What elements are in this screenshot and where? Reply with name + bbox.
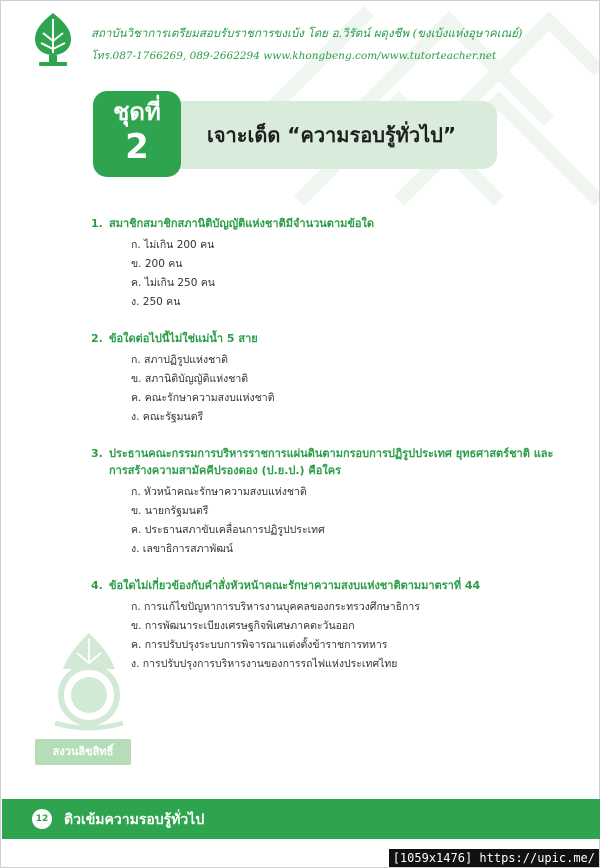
choice: ข. 200 คน bbox=[131, 258, 183, 270]
institute-name: สถาบันวิชาการเตรียมสอบรับราชการขงเบ้ง โดย อ.วิรัตน์ ผดุงชีพ (ขงเบ้งแห่งอุษาคเณย์) bbox=[91, 26, 523, 40]
question-number: 3. bbox=[91, 447, 103, 460]
choice: ง. 250 คน bbox=[131, 296, 181, 308]
choice: ง. เลขาธิการสภาพัฒน์ bbox=[131, 543, 234, 555]
choice-list bbox=[131, 598, 561, 674]
choice: ง. การปรับปรุงการบริหารงานของการรถไฟแห่งประเทศไทย bbox=[131, 658, 398, 670]
choice-list bbox=[131, 351, 561, 427]
choice: ค. ไม่เกิน 250 คน bbox=[131, 277, 215, 289]
choice: ง. คณะรัฐมนตรี bbox=[131, 411, 204, 423]
choice: ค. คณะรักษาความสงบแห่งชาติ bbox=[131, 392, 275, 404]
page-footer bbox=[2, 799, 600, 839]
choice: ค. ประธานสภาขับเคลื่อนการปฏิรูปประเทศ bbox=[131, 524, 325, 536]
question-item bbox=[91, 215, 561, 312]
contact-info: โทร.087-1766269, 089-2662294 www.khongbeng.com/www.tutorteacher.net bbox=[91, 50, 497, 62]
question-text: สมาชิกสมาชิกสภานิติบัญญัติแห่งชาติมีจำนวนตามข้อใด bbox=[109, 217, 375, 230]
choice: ก. ไม่เกิน 200 คน bbox=[131, 239, 215, 251]
question-number: 1. bbox=[91, 217, 103, 230]
tree-emblem-icon bbox=[29, 11, 77, 67]
choice-list bbox=[131, 236, 561, 312]
choice: ก. หัวหน้าคณะรักษาความสงบแห่งชาติ bbox=[131, 486, 307, 498]
set-badge bbox=[93, 91, 181, 177]
question-list bbox=[91, 215, 561, 692]
question-number: 4. bbox=[91, 579, 103, 592]
set-label: ชุดที่ bbox=[113, 98, 161, 126]
page-header bbox=[29, 11, 589, 71]
copyright-tag: สงวนลิขสิทธิ์ bbox=[35, 739, 131, 765]
choice: ก. การแก้ไขปัญหาการบริหารงานบุคคลของกระทรวงศึกษาธิการ bbox=[131, 601, 420, 613]
set-title: เจาะเด็ด “ความรอบรู้ทั่วไป” bbox=[207, 123, 456, 147]
set-number: 2 bbox=[125, 127, 149, 167]
royal-seal-icon bbox=[43, 629, 135, 733]
question-item bbox=[91, 577, 561, 674]
page-number: 12 bbox=[32, 809, 52, 829]
question-text: ประธานคณะกรรมการบริหารราชการแผ่นดินตามกรอบการปฏิรูปประเทศ ยุทธศาสตร์ชาติ และการสร้างความสามัคคีปรองดอง (ป.ย.ป.) คือใคร bbox=[109, 447, 554, 477]
question-text: ข้อใดต่อไปนี้ไม่ใช่แม่น้ำ 5 สาย bbox=[109, 332, 258, 345]
question-text: ข้อใดไม่เกี่ยวข้องกับคำสั่งหัวหน้าคณะรักษาความสงบแห่งชาติตามมาตราที่ 44 bbox=[109, 579, 481, 592]
choice: ข. การพัฒนาระเบียงเศรษฐกิจพิเศษภาคตะวันออก bbox=[131, 620, 355, 632]
footer-title: ติวเข้มความรอบรู้ทั่วไป bbox=[64, 812, 205, 828]
question-item bbox=[91, 330, 561, 427]
source-tag: [1059x1476] https://upic.me/ bbox=[389, 849, 599, 867]
choice: ก. สภาปฏิรูปแห่งชาติ bbox=[131, 354, 228, 366]
question-item bbox=[91, 445, 561, 559]
choice-list bbox=[131, 483, 561, 559]
question-number: 2. bbox=[91, 332, 103, 345]
choice: ข. สภานิติบัญญัติแห่งชาติ bbox=[131, 373, 249, 385]
choice: ค. การปรับปรุงระบบการพิจารณาแต่งตั้งข้าราชการทหาร bbox=[131, 639, 388, 651]
choice: ข. นายกรัฐมนตรี bbox=[131, 505, 209, 517]
